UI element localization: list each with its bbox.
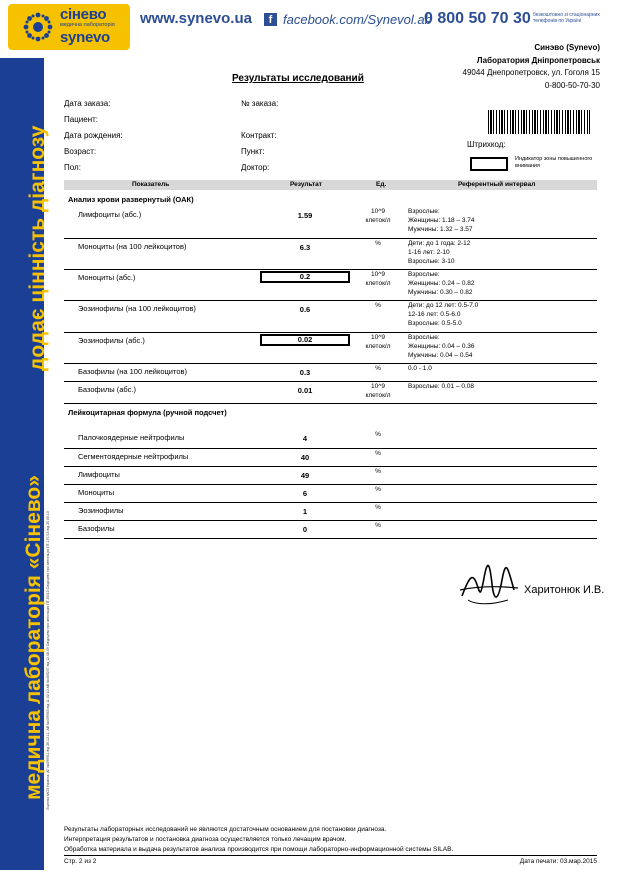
lab-branch: Лаборатория Днiпропетровськ — [476, 55, 600, 65]
result-value-flagged: 0.2 — [260, 271, 350, 283]
page-title: Результаты исследований — [232, 73, 364, 84]
hotline-note: безкоштовно зі стаціонарних телефонів по Україні — [533, 12, 600, 24]
result-unit: % — [375, 486, 381, 493]
reference-interval: 0.0 - 1.0 — [408, 365, 432, 372]
result-unit: 10^9 клеток/л — [365, 383, 391, 399]
logo-ua: сінево — [60, 6, 107, 23]
result-unit: % — [375, 450, 381, 457]
col-ref: Референтный интервал — [458, 181, 536, 188]
footer-note: Обработка материала и выдача результатов анализа производится при помощи лабораторно-информационной системы SILAB. — [64, 846, 454, 853]
reference-interval: Взрослые: Женщины: 1.18 – 3.74 Мужчины: 1.32 – 3.57 — [408, 208, 475, 233]
birth-date-label: Дата рождения: — [64, 131, 123, 140]
result-unit: % — [375, 431, 381, 438]
result-unit: 10^9 клеток/л — [365, 334, 391, 350]
indicator-name: Эозинофилы — [78, 506, 124, 515]
table-row — [64, 449, 597, 467]
page-number: Стр. 2 из 2 — [64, 858, 97, 865]
result-value: 0.01 — [297, 386, 313, 395]
hotline-phone: 0 800 50 70 30 — [424, 10, 531, 27]
table-row — [64, 239, 597, 270]
logo-subtitle: медична лабораторія — [60, 22, 115, 28]
reference-interval: Взрослые: 0.01 – 0.08 — [408, 383, 475, 390]
attention-zone-indicator — [470, 157, 508, 171]
indicator-name: Моноциты — [78, 488, 115, 497]
indicator-name: Сегментоядерные нейтрофилы — [78, 452, 189, 461]
doctor-label: Доктор: — [241, 163, 270, 172]
barcode-label: Штрихкод: — [467, 140, 506, 149]
license-text: Ліцензія МОЗ України: АГ №599911 від 26.12.11, АВ №499945 від 11.02.10 АВ №469247 від 12.08.09 Свідоцтво про атестацію ПТ-50/10 Свідоцтво про атестацію ПТ-197/13 від 20.05.13 — [46, 511, 50, 810]
logo-en: synevo — [60, 28, 110, 46]
result-value: 4 — [302, 434, 308, 443]
indicator-name: Лимфоциты — [78, 470, 120, 479]
result-value-flagged: 0.02 — [260, 334, 350, 346]
barcode-image — [488, 110, 590, 134]
flower-logo-icon — [22, 11, 54, 43]
website-link[interactable]: www.synevo.ua — [140, 10, 252, 27]
footer-notes — [64, 825, 453, 855]
footer-note: Результаты лабораторных исследований не являются достаточным основанием для постановки диагноза. — [64, 826, 387, 833]
section-title: Лейкоцитарная формула (ручной подсчет) — [68, 408, 227, 417]
lab-name: Синэво (Synevo) — [534, 43, 600, 52]
signer-name: Харитонюк И.В. — [524, 584, 605, 596]
indicator-name: Базофилы — [78, 524, 115, 533]
indicator-name: Эозинофилы (абс.) — [78, 336, 145, 345]
print-date: Дата печати: 03.мар.2015 — [519, 858, 597, 865]
table-row — [64, 207, 597, 239]
table-row — [64, 382, 597, 404]
result-unit: % — [375, 240, 381, 247]
table-row — [64, 521, 597, 539]
order-date-label: Дата заказа: — [64, 99, 111, 108]
lab-phone: 0-800-50-70-30 — [544, 80, 600, 90]
indicator-name: Эозинофилы (на 100 лейкоцитов) — [78, 304, 196, 313]
indicator-name: Моноциты (на 100 лейкоцитов) — [78, 242, 187, 251]
col-indicator: Показатель — [132, 181, 170, 188]
attention-zone-label: Индикатор зоны повышенного внимания — [515, 156, 593, 170]
footer-divider — [64, 855, 597, 856]
result-unit: 10^9 клеток/л — [365, 271, 391, 287]
indicator-name: Базофилы (на 100 лейкоцитов) — [78, 367, 187, 376]
result-value: 40 — [300, 453, 310, 462]
result-value: 6 — [302, 489, 308, 498]
indicator-name: Лимфоциты (абс.) — [78, 210, 142, 219]
result-value: 1 — [302, 507, 308, 516]
patient-label: Пациент: — [64, 115, 99, 124]
reference-interval: Дети: до 1 года: 2-12 1-16 лет: 2-10 Взрослые: 3-10 — [408, 240, 471, 265]
synevo-logo — [8, 4, 130, 50]
table-section-header — [64, 191, 597, 207]
result-value: 0 — [302, 525, 308, 534]
col-result: Результат — [290, 181, 322, 188]
result-unit: % — [375, 302, 381, 309]
order-number-label: № заказа: — [241, 99, 279, 108]
reference-interval: Взрослые: Женщины: 0.04 – 0.36 Мужчины: 0.04 – 0.54 — [408, 334, 475, 359]
lab-info — [463, 42, 601, 92]
indicator-name: Базофилы (абс.) — [78, 385, 136, 394]
logo-wordmark — [60, 7, 115, 45]
sex-label: Пол: — [64, 163, 81, 172]
table-row — [64, 485, 597, 503]
table-row — [64, 364, 597, 382]
indicator-name: Палочкоядерные нейтрофилы — [78, 433, 185, 442]
col-unit: Ед. — [376, 181, 387, 188]
result-value: 0.3 — [299, 368, 311, 377]
table-row — [64, 430, 597, 449]
result-value: 49 — [300, 471, 310, 480]
side-tagline: додає цінність діагнозу — [26, 125, 49, 371]
side-lab-name: медична лабораторія «Сінево» — [22, 475, 45, 800]
reference-interval: Взрослые: Женщины: 0.24 – 0.82 Мужчины: 0.30 – 0.82 — [408, 271, 475, 296]
table-row — [64, 503, 597, 521]
result-unit: % — [375, 365, 381, 372]
result-value: 6.3 — [299, 243, 311, 252]
point-label: Пункт: — [241, 147, 265, 156]
lab-address: 49044 Днепропетровск, ул. Гоголя 15 — [462, 68, 600, 77]
table-row — [64, 333, 597, 364]
facebook-link[interactable]: facebook.com/Synevol.ab — [283, 12, 432, 27]
result-unit: % — [375, 522, 381, 529]
result-value: 0.6 — [299, 305, 311, 314]
results-table-header — [64, 180, 597, 190]
table-row — [64, 467, 597, 485]
table-row — [64, 270, 597, 301]
result-unit: % — [375, 504, 381, 511]
table-section-header — [64, 404, 597, 430]
section-title: Анализ крови развернутый (ОАК) — [68, 195, 194, 204]
result-value: 1.59 — [297, 211, 313, 220]
footer-note: Интерпретация результатов и постановка диагноза осуществляется только лечащим врачом. — [64, 836, 347, 843]
age-label: Возраст: — [64, 147, 97, 156]
result-unit: % — [375, 468, 381, 475]
contract-label: Контракт: — [241, 131, 277, 140]
table-row — [64, 301, 597, 333]
signature-image — [458, 560, 520, 608]
result-unit: 10^9 клеток/л — [365, 208, 391, 224]
facebook-icon[interactable]: f — [264, 13, 277, 26]
indicator-name: Моноциты (абс.) — [78, 273, 136, 282]
reference-interval: Дети: до 12 лет: 0.5-7.0 12-16 лет: 0.5-6.0 Взрослые: 0.5-5.0 — [408, 302, 479, 327]
